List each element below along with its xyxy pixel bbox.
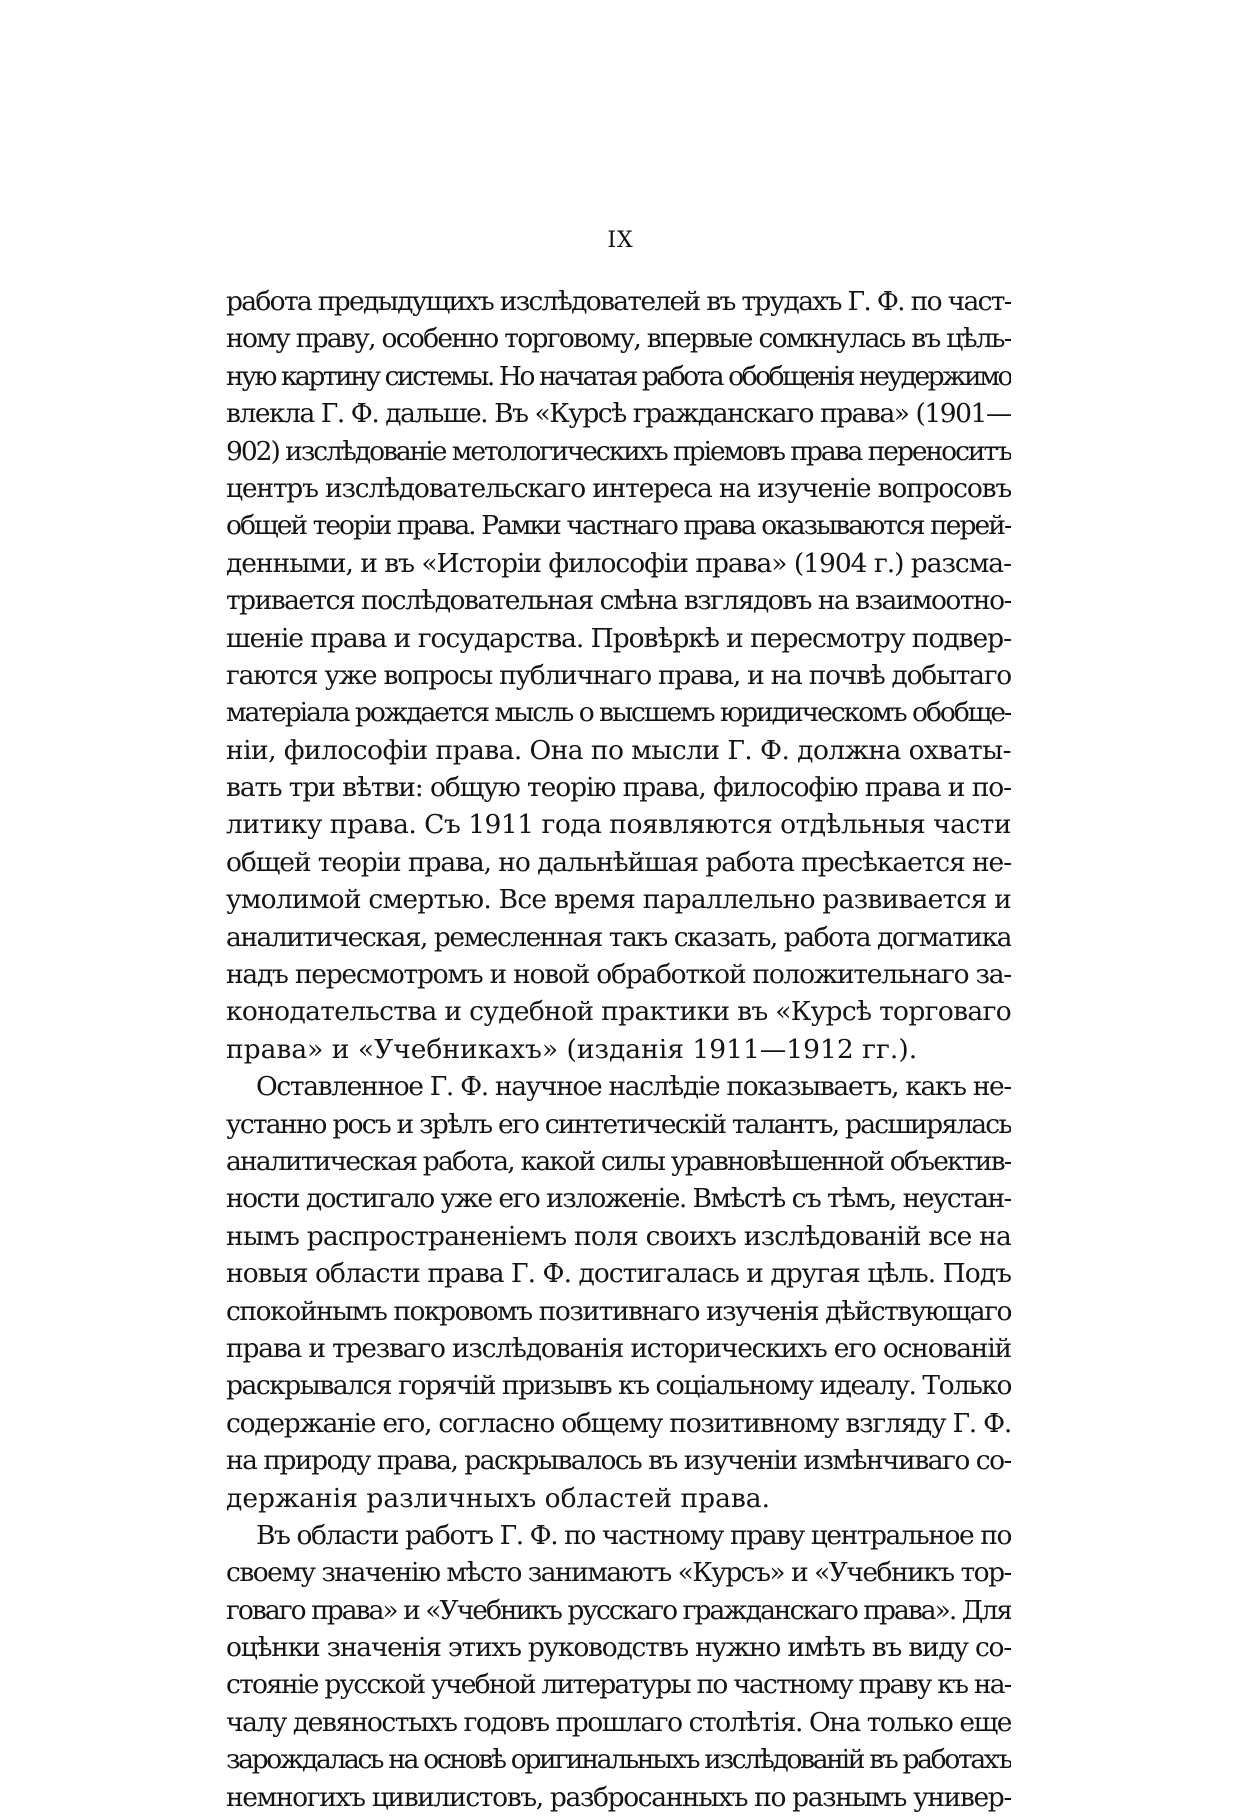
text-line: ніи, философіи права. Она по мысли Г. Ф. должна охваты- — [226, 734, 1011, 766]
text-line: своему значенію мѣсто занимаютъ «Курсъ» и «Учебникъ тор- — [226, 1557, 1011, 1589]
text-line: зарождалась на основѣ оригинальныхъ изслѣдованій въ работахъ — [226, 1744, 1011, 1776]
text-line: общей теоріи права, но дальнѣйшая работа пресѣкается не- — [226, 846, 1011, 878]
paragraph — [226, 1517, 1011, 1816]
text-line: стояніе русской учебной литературы по частному праву къ на- — [226, 1669, 1011, 1701]
page-number: IX — [607, 228, 634, 253]
text-line: конодательства и судебной практики въ «Курсѣ торговаго — [226, 996, 1011, 1028]
text-line: чалу девяностыхъ годовъ прошлаго столѣтія. Она только еще — [226, 1706, 1011, 1738]
text-line: 902) изслѣдованіе метологическихъ пріемовъ права переноситъ — [226, 435, 1011, 467]
body-text — [226, 283, 1011, 1816]
text-line: ному праву, особенно торговому, впервые сомкнулась въ цѣль- — [226, 323, 1011, 355]
text-line: устанно росъ и зрѣлъ его синтетическій талантъ, расширялась — [226, 1108, 1011, 1140]
text-line: на природу права, раскрывалось въ изученіи измѣнчиваго со- — [226, 1445, 1011, 1477]
text-line: раскрывался горячій призывъ къ соціальному идеалу. Только — [226, 1370, 1011, 1402]
text-line: нымъ распространеніемъ поля своихъ изслѣдованій все на — [226, 1220, 1011, 1252]
text-line: спокойнымъ покровомъ позитивнаго изученія дѣйствующаго — [226, 1295, 1011, 1327]
text-line: оцѣнки значенія этихъ руководствъ нужно имѣть въ виду со- — [226, 1632, 1011, 1664]
text-line: надъ пересмотромъ и новой обработкой положительнаго за- — [226, 959, 1011, 991]
text-line: Въ области работъ Г. Ф. по частному праву центральное по — [256, 1519, 1011, 1551]
text-line: общей теоріи права. Рамки частнаго права оказываются перей- — [226, 510, 1011, 542]
text-line: денными, и въ «Исторіи философіи права» (1904 г.) разсма- — [226, 547, 1011, 579]
text-line: ности достигало уже его изложеніе. Вмѣстѣ съ тѣмъ, неустан- — [226, 1183, 1011, 1215]
text-line: содержаніе его, согласно общему позитивному взгляду Г. Ф. — [226, 1407, 1011, 1439]
paragraph — [226, 1068, 1011, 1517]
text-line: немногихъ цивилистовъ, разбросанныхъ по разнымъ универ- — [226, 1781, 1011, 1813]
text-line: умолимой смертью. Все время параллельно развивается и — [226, 884, 1011, 916]
text-line: аналитическая, ремесленная такъ сказать, работа догматика — [226, 921, 1011, 953]
text-line: говаго права» и «Учебникъ русскаго гражданскаго права». Для — [226, 1594, 1011, 1626]
text-line: вать три вѣтви: общую теорію права, философію права и по- — [226, 772, 1011, 804]
text-line: аналитическая работа, какой силы уравновѣшенной объектив- — [226, 1145, 1011, 1177]
text-line: тривается послѣдовательная смѣна взглядовъ на взаимоотно- — [226, 585, 1011, 617]
text-line: Оставленное Г. Ф. научное наслѣдіе показываетъ, какъ не- — [256, 1071, 1011, 1103]
text-line: влекла Г. Ф. дальше. Въ «Курсѣ гражданскаго права» (1901— — [226, 398, 1011, 430]
text-line: гаются уже вопросы публичнаго права, и на почвѣ добытаго — [226, 659, 1011, 691]
text-line: шеніе права и государства. Провѣркѣ и пересмотру подвер- — [226, 622, 1011, 654]
text-line: литику права. Съ 1911 года появляются отдѣльныя части — [226, 809, 1011, 841]
text-line: держанія различныхъ областей права. — [226, 1482, 771, 1514]
text-line: новыя области права Г. Ф. достигалась и другая цѣль. Подъ — [226, 1258, 1011, 1290]
paragraph — [226, 283, 1011, 1068]
text-line: права» и «Учебникахъ» (изданія 1911—1912 гг.). — [226, 1033, 918, 1065]
text-line: права и трезваго изслѣдованія историческихъ его основаній — [226, 1332, 1011, 1364]
text-line: центръ изслѣдовательскаго интереса на изученіе вопросовъ — [226, 472, 1011, 504]
text-line: ную картину системы. Но начатая работа обобщенія неудержимо — [226, 360, 1011, 392]
text-line: работа предыдущихъ изслѣдователей въ трудахъ Г. Ф. по част- — [226, 286, 1011, 317]
text-line: матеріала рождается мысль о высшемъ юридическомъ обобще- — [226, 697, 1011, 729]
